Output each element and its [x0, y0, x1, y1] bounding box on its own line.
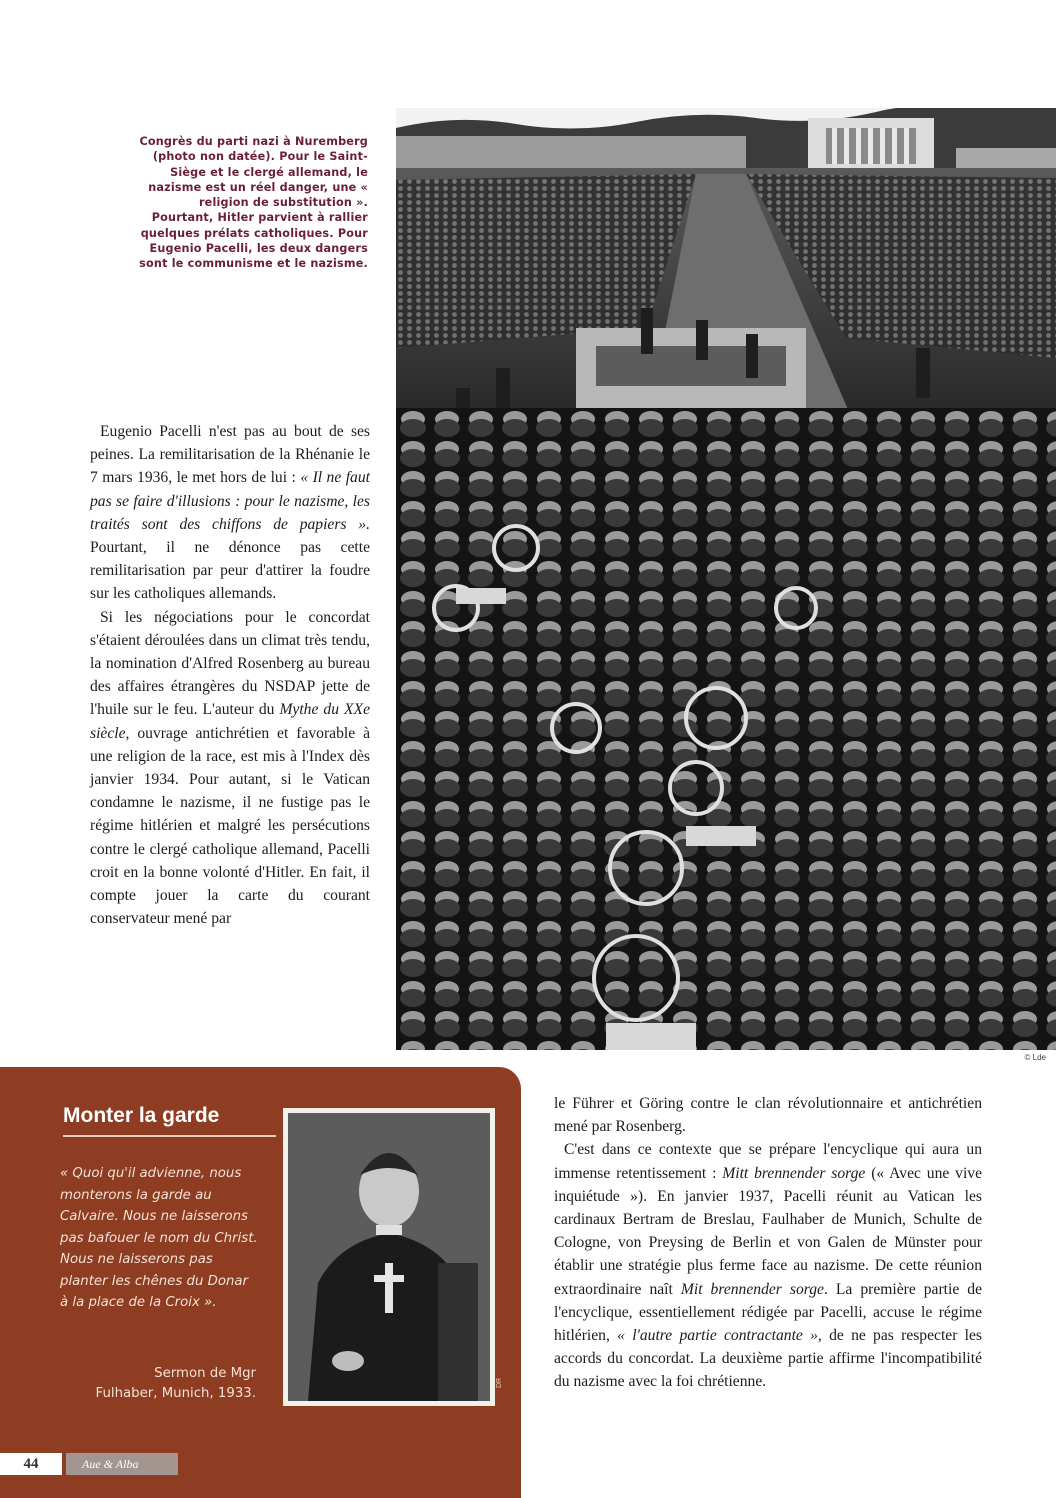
rally-photo-graphic [396, 108, 1056, 1050]
paragraph: le Führer et Göring contre le clan révolutionnaire et antichrétien mené par Rosenberg. [554, 1095, 982, 1136]
magazine-name: Aue & Alba [66, 1453, 178, 1475]
article-column-1 [90, 420, 370, 930]
photo-caption: Congrès du parti nazi à Nuremberg (photo non datée). Pour le Saint-Siège et le clergé allemand, le nazisme est un réel danger, une « religion de substitution ». Pourtant, Hitler parvient à rallier quelques prélats catholiques. Pour Eugenio Pacelli, les deux dangers sont le communisme et le nazisme. [139, 135, 368, 271]
attribution-line: Sermon de Mgr [154, 1366, 256, 1381]
paragraph: C'est dans ce contexte que se prépare l'encyclique qui aura un immense retentissement : Mitt brennender sorge (« Avec une vive inquiétude »). En janvier 1937, Pacelli réunit au Vatican les cardinaux Bertram de Breslau, Faulhaber de Munich, Schulte de Cologne, von Preysing de Berlin et von Galen de Münster pour établir une stratégie plus ferme face au nazisme. De cette réunion extraordinaire naît Mit brennender sorge. La première partie de l'encyclique, essentiellement rédigée par Pacelli, accuse le régime hitlérien, « l'autre partie contractante », de ne pas respecter les accords du concordat. La deuxième partie affirme l'incompatibilité du nazisme avec la foi chrétienne. [554, 1141, 982, 1391]
article-column-2 [554, 1092, 982, 1394]
portrait-credit: DR [496, 1377, 503, 1388]
paragraph: Eugenio Pacelli n'est pas au bout de ses peines. La remilitarisation de la Rhénanie le 7 mars 1936, le met hors de lui : « Il ne faut pas se faire d'illusions : pour le nazisme, les traités sont des chiffons de papiers ». Pourtant, il ne dénonce pas cette remilitarisation par peur d'attirer la foudre sur les catholiques allemands. [90, 423, 370, 603]
attribution-line: Fulhaber, Munich, 1933. [95, 1386, 256, 1401]
bishop-portrait-graphic [288, 1113, 490, 1401]
quote-attribution [40, 1364, 256, 1404]
sidebar-rule [63, 1135, 276, 1137]
rally-photo [396, 108, 1056, 1050]
sermon-quote: « Quoi qu'il advienne, nous monterons la garde au Calvaire. Nous ne laisserons pas bafouer le nom du Christ. Nous ne laisserons pas planter les chênes du Donar à la place de la Croix ». [60, 1166, 258, 1310]
paragraph: Si les négociations pour le concordat s'étaient déroulées dans un climat très tendu, la nomination d'Alfred Rosenberg au bureau des affaires étrangères du NSDAP jette de l'huile sur le feu. L'auteur du Mythe du XXe siècle, ouvrage antichrétien et favorable à une religion de la race, est mis à l'Index dès janvier 1934. Pour autant, si le Vatican condamne le nazisme, il ne fustige pas le régime hitlérien et malgré les persécutions contre le clergé catholique allemand, Pacelli croit en la bonne volonté d'Hitler. En fait, il compte jouer la carte du courant conservateur mené par [90, 608, 370, 928]
sidebar-title: Monter la garde [63, 1104, 220, 1127]
bishop-portrait [283, 1108, 495, 1406]
page-number: 44 [0, 1453, 62, 1475]
photo-credit: © Lde [1024, 1053, 1046, 1062]
